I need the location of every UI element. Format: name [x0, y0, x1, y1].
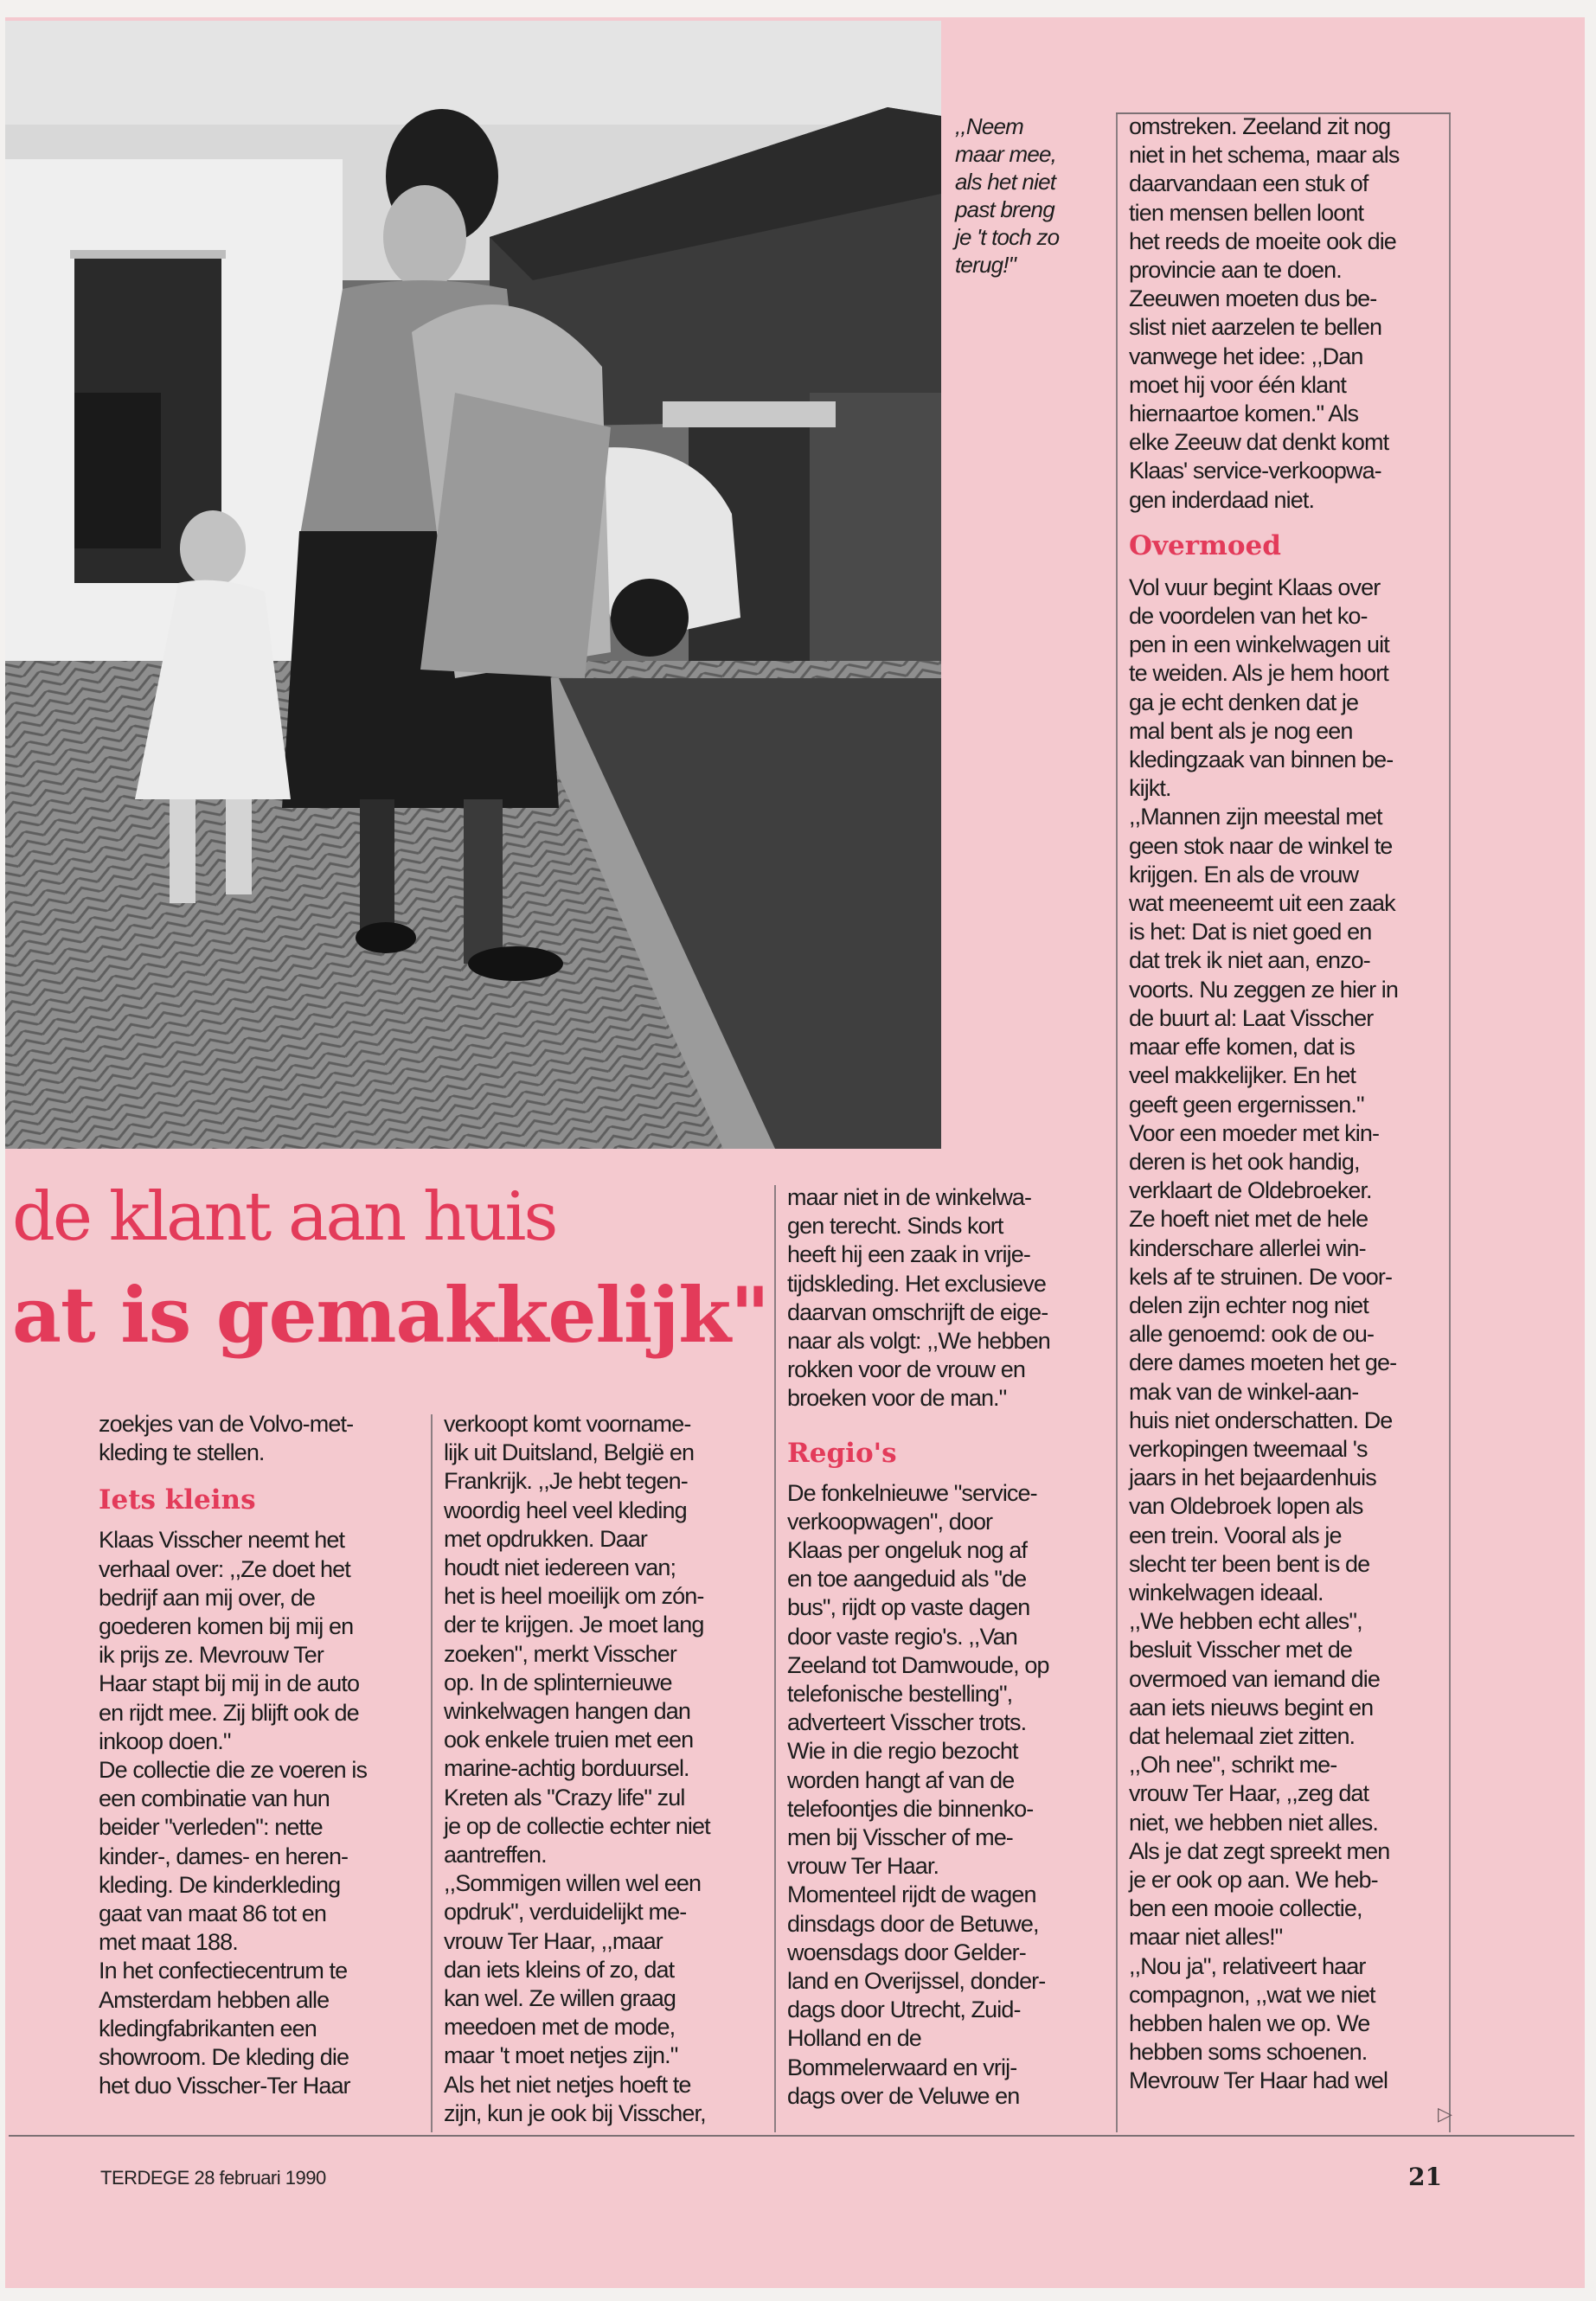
- text-line: adverteert Visscher trots.: [787, 1709, 1027, 1736]
- text-line: is het: Dat is niet goed en: [1129, 919, 1372, 945]
- text-line: geen stok naar de winkel te: [1129, 832, 1393, 859]
- pull-quote-line: maar mee,: [955, 141, 1057, 167]
- column-2-body: [444, 1410, 764, 2128]
- text-line: woordig heel veel kleding: [444, 1497, 687, 1523]
- pull-quote-line: als het niet: [955, 169, 1056, 195]
- text-line: Zeeuwen moeten dus be-: [1129, 285, 1377, 312]
- column-2: [444, 1410, 764, 2128]
- text-line: de buurt al: Laat Visscher: [1129, 1004, 1374, 1031]
- text-line: een trein. Vooral als je: [1129, 1522, 1342, 1548]
- subheading-overmoed: Overmoed: [1129, 529, 1281, 561]
- text-line: deren is het ook handig,: [1129, 1148, 1360, 1175]
- text-line: vrouw Ter Haar, ,,maar: [444, 1927, 663, 1954]
- text-line: ben een mooie collectie,: [1129, 1895, 1362, 1922]
- text-line: besluit Visscher met de: [1129, 1637, 1352, 1663]
- text-line: slecht ter been bent is de: [1129, 1550, 1370, 1577]
- text-line: te weiden. Als je hem hoort: [1129, 660, 1388, 687]
- text-line: kinder-, dames- en heren-: [99, 1843, 349, 1869]
- text-line: alle genoemd: ook de ou-: [1129, 1321, 1375, 1348]
- text-line: vrouw Ter Haar, ,,zeg dat: [1129, 1780, 1369, 1807]
- text-line: Klaas per ongeluk nog af: [787, 1537, 1028, 1564]
- text-line: maar 't moet netjes zijn.": [444, 2042, 678, 2069]
- text-line: telefonische bestelling",: [787, 1681, 1013, 1708]
- text-line: ,,Sommigen willen wel een: [444, 1870, 702, 1897]
- text-line: provincie aan te doen.: [1129, 257, 1342, 284]
- text-line: Haar stapt bij mij in de auto: [99, 1670, 360, 1697]
- text-line: van Oldebroek lopen als: [1129, 1493, 1363, 1520]
- text-line: voorts. Nu zeggen ze hier in: [1129, 976, 1398, 1003]
- text-line: dinsdags door de Betuwe,: [787, 1910, 1039, 1937]
- text-line: showroom. De kleding die: [99, 2044, 349, 2071]
- text-line: het is heel moeilijk om zón-: [444, 1583, 704, 1610]
- text-line: Frankrijk. ,,Je hebt tegen-: [444, 1468, 688, 1495]
- column-3: [787, 1183, 1107, 2111]
- text-line: en rijdt mee. Zij blijft ook de: [99, 1699, 359, 1726]
- text-line: der te krijgen. Je moet lang: [444, 1612, 704, 1638]
- text-line: verklaart de Oldebroeker.: [1129, 1177, 1372, 1204]
- text-line: kleding te stellen.: [99, 1439, 265, 1466]
- text-line: slist niet aarzelen te bellen: [1129, 314, 1382, 341]
- text-line: Momenteel rijdt de wagen: [787, 1881, 1036, 1908]
- text-line: aan iets nieuws begint en: [1129, 1694, 1374, 1721]
- text-line: gen inderdaad niet.: [1129, 486, 1315, 513]
- subheading-regios: Regio's: [787, 1437, 897, 1469]
- text-line: hebben soms schoenen.: [1129, 2039, 1368, 2066]
- text-line: zijn, kun je ook bij Visscher,: [444, 2099, 706, 2126]
- text-line: verkoopt komt voorname-: [444, 1411, 691, 1437]
- text-line: ik prijs ze. Mevrouw Ter: [99, 1642, 324, 1669]
- text-line: elke Zeeuw dat denkt komt: [1129, 429, 1389, 456]
- text-line: De collectie die ze voeren is: [99, 1757, 368, 1784]
- text-line: lijk uit Duitsland, België en: [444, 1439, 695, 1466]
- text-line: het duo Visscher-Ter Haar: [99, 2073, 350, 2099]
- text-line: houdt niet iedereen van;: [444, 1554, 676, 1581]
- text-line: vanwege het idee: ,,Dan: [1129, 343, 1363, 369]
- text-line: In het confectiecentrum te: [99, 1958, 348, 1984]
- text-line: opdruk", verduidelijkt me-: [444, 1899, 687, 1926]
- text-line: Bommelerwaard en vrij-: [787, 2054, 1017, 2080]
- text-line: Holland en de: [787, 2025, 921, 2052]
- text-line: geeft geen ergernissen.": [1129, 1091, 1364, 1118]
- text-line: tijdskleding. Het exclusieve: [787, 1270, 1046, 1297]
- text-line: kan wel. Ze willen graag: [444, 1985, 676, 2012]
- text-line: je op de collectie echter niet: [444, 1812, 710, 1839]
- text-line: dat trek ik niet aan, enzo-: [1129, 947, 1370, 974]
- text-line: aantreffen.: [444, 1842, 547, 1868]
- text-line: niet, we hebben niet alles.: [1129, 1809, 1378, 1836]
- text-line: dere dames moeten het ge-: [1129, 1349, 1397, 1376]
- text-line: Amsterdam hebben alle: [99, 1986, 330, 2013]
- text-line: men bij Visscher of me-: [787, 1824, 1013, 1851]
- page-number: 21: [1408, 2163, 1442, 2191]
- headline-line-1: de klant aan huis: [12, 1178, 556, 1256]
- text-line: Wie in die regio bezocht: [787, 1738, 1018, 1765]
- text-line: Als het niet netjes hoeft te: [444, 2071, 691, 2098]
- text-line: Voor een moeder met kin-: [1129, 1119, 1380, 1146]
- text-line: dat helemaal ziet zitten.: [1129, 1722, 1356, 1749]
- text-line: bus", rijdt op vaste dagen: [787, 1594, 1030, 1621]
- text-line: winkelwagen ideaal.: [1129, 1579, 1324, 1606]
- text-line: Als je dat zegt spreekt men: [1129, 1837, 1390, 1864]
- column-rule: [774, 1185, 776, 2132]
- text-line: verkopingen tweemaal 's: [1129, 1435, 1368, 1462]
- text-line: op. In de splinternieuwe: [444, 1669, 672, 1695]
- text-line: mal bent als je nog een: [1129, 717, 1353, 744]
- text-line: winkelwagen hangen dan: [444, 1698, 690, 1725]
- text-line: gen terecht. Sinds kort: [787, 1213, 1003, 1240]
- text-line: kleding. De kinderkleding: [99, 1871, 341, 1898]
- footer-publication: TERDEGE 28 februari 1990: [100, 2167, 326, 2189]
- text-line: moet hij voor één klant: [1129, 371, 1346, 398]
- text-line: Mevrouw Ter Haar had wel: [1129, 2067, 1388, 2094]
- subheading-iets-kleins: Iets kleins: [99, 1484, 256, 1516]
- text-line: ,,Mannen zijn meestal met: [1129, 804, 1382, 830]
- text-line: worden hangt af van de: [787, 1766, 1015, 1793]
- text-line: vrouw Ter Haar.: [787, 1853, 939, 1880]
- continue-arrow-icon: ▷: [1438, 2103, 1452, 2125]
- column-1-body: [99, 1526, 419, 2100]
- text-line: huis niet onderschatten. De: [1129, 1407, 1393, 1433]
- text-line: bedrijf aan mij over, de: [99, 1584, 316, 1611]
- text-line: wat meeneemt uit een zaak: [1129, 890, 1395, 917]
- text-line: overmoed van iemand die: [1129, 1665, 1380, 1692]
- column-rule: [1449, 112, 1451, 2132]
- text-line: daarvandaan een stuk of: [1129, 170, 1368, 197]
- text-line: de voordelen van het ko-: [1129, 603, 1368, 630]
- pull-quote-line: ,,Neem: [955, 113, 1024, 139]
- text-line: zoekjes van de Volvo-met-: [99, 1411, 354, 1437]
- column-rule: [1116, 112, 1118, 2132]
- text-line: door vaste regio's. ,,Van: [787, 1623, 1017, 1650]
- text-line: Ze hoeft niet met de hele: [1129, 1206, 1368, 1233]
- text-line: kijkt.: [1129, 775, 1171, 802]
- text-line: beider "verleden": nette: [99, 1814, 323, 1841]
- text-line: een combinatie van hun: [99, 1785, 330, 1812]
- text-line: inkoop doen.": [99, 1727, 231, 1754]
- text-line: ,,Oh nee", schrikt me-: [1129, 1752, 1337, 1779]
- text-line: kinderschare allerlei win-: [1129, 1234, 1366, 1261]
- column-3-intro: [787, 1183, 1107, 1413]
- column-4: [1129, 112, 1445, 2096]
- text-line: kels af te struinen. De voor-: [1129, 1263, 1393, 1290]
- column-rule: [431, 1414, 433, 2132]
- column-4-intro: [1129, 112, 1445, 515]
- text-line: land en Overijssel, donder-: [787, 1968, 1046, 1995]
- text-line: maar effe komen, dat is: [1129, 1034, 1355, 1061]
- pull-quote-line: past breng: [955, 196, 1054, 222]
- text-line: ook enkele truien met een: [444, 1727, 694, 1753]
- text-line: dags door Utrecht, Zuid-: [787, 1997, 1021, 2023]
- text-line: heeft hij een zaak in vrije-: [787, 1241, 1030, 1268]
- headline-line-2: at is gemakkelijk": [12, 1270, 770, 1360]
- text-line: Kreten als "Crazy life" zul: [444, 1784, 685, 1811]
- text-line: daarvan omschrijft de eige-: [787, 1298, 1048, 1325]
- text-line: ,,We hebben echt alles",: [1129, 1608, 1362, 1635]
- column-1: [99, 1410, 419, 2100]
- text-line: met maat 188.: [99, 1929, 238, 1956]
- text-line: verkoopwagen", door: [787, 1508, 993, 1535]
- text-line: kledingzaak van binnen be-: [1129, 747, 1394, 773]
- text-line: maar niet in de winkelwa-: [787, 1184, 1032, 1210]
- column-1-intro: [99, 1410, 419, 1467]
- text-line: marine-achtig borduursel.: [444, 1755, 689, 1782]
- text-line: De fonkelnieuwe "service-: [787, 1479, 1037, 1506]
- text-line: Vol vuur begint Klaas over: [1129, 574, 1381, 600]
- text-line: hebben halen we op. We: [1129, 2010, 1370, 2036]
- text-line: naar als volgt: ,,We hebben: [787, 1328, 1050, 1355]
- text-line: woensdags door Gelder-: [787, 1939, 1026, 1965]
- column-4-body: [1129, 574, 1445, 2096]
- text-line: veel makkelijker. En het: [1129, 1062, 1356, 1089]
- text-line: dan iets kleins of zo, dat: [444, 1956, 675, 1983]
- article-photo: [5, 21, 941, 1149]
- text-line: Klaas Visscher neemt het: [99, 1527, 345, 1554]
- text-line: omstreken. Zeeland zit nog: [1129, 113, 1391, 139]
- text-line: rokken voor de vrouw en: [787, 1356, 1025, 1383]
- text-line: hiernaartoe komen." Als: [1129, 401, 1359, 427]
- text-line: verhaal over: ,,Ze doet het: [99, 1555, 350, 1582]
- pull-quote-line: je 't toch zo: [955, 224, 1060, 250]
- text-line: telefoontjes die binnenko-: [787, 1795, 1034, 1822]
- text-line: broeken voor de man.": [787, 1385, 1007, 1412]
- text-line: jaars in het bejaardenhuis: [1129, 1465, 1376, 1491]
- text-line: compagnon, ,,wat we niet: [1129, 1981, 1375, 2008]
- column-3-body: [787, 1479, 1107, 2111]
- text-line: mak van de winkel-aan-: [1129, 1378, 1359, 1405]
- pull-quote-line: terug!": [955, 252, 1016, 278]
- text-line: maar niet alles!": [1129, 1924, 1283, 1951]
- text-line: Klaas' service-verkoopwa-: [1129, 458, 1381, 484]
- text-line: tien mensen bellen loont: [1129, 199, 1364, 226]
- text-line: en toe aangeduid als "de: [787, 1566, 1027, 1593]
- text-line: gaat van maat 86 tot en: [99, 1900, 326, 1927]
- text-line: met opdrukken. Daar: [444, 1525, 648, 1552]
- text-line: kledingfabrikanten een: [99, 2015, 317, 2041]
- text-line: ,,Nou ja", relativeert haar: [1129, 1952, 1366, 1979]
- text-line: Zeeland tot Damwoude, op: [787, 1651, 1049, 1678]
- text-line: goederen komen bij mij en: [99, 1613, 354, 1640]
- text-line: niet in het schema, maar als: [1129, 142, 1400, 169]
- pull-quote: [955, 112, 1059, 279]
- text-line: meedoen met de mode,: [444, 2014, 676, 2041]
- text-line: pen in een winkelwagen uit: [1129, 631, 1389, 658]
- text-line: zoeken", merkt Visscher: [444, 1640, 676, 1667]
- footer-rule: [9, 2135, 1574, 2137]
- text-line: dags over de Veluwe en: [787, 2082, 1020, 2109]
- text-line: ga je echt denken dat je: [1129, 689, 1359, 715]
- text-line: het reeds de moeite ook die: [1129, 228, 1396, 254]
- text-line: je er ook op aan. We heb-: [1129, 1866, 1378, 1893]
- text-line: delen zijn echter nog niet: [1129, 1292, 1368, 1318]
- text-line: krijgen. En als de vrouw: [1129, 861, 1359, 888]
